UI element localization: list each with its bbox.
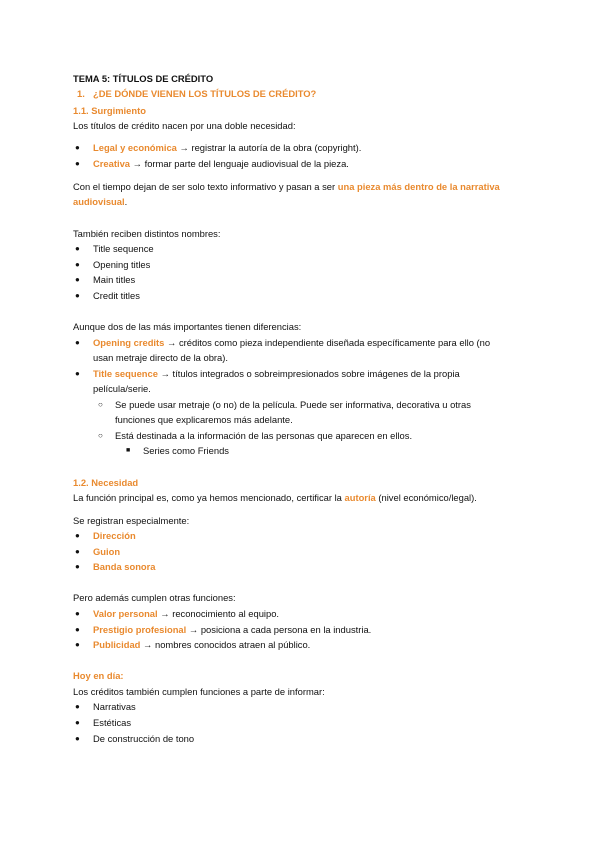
bullet-icon: ● xyxy=(75,159,80,168)
bullet-icon: ● xyxy=(75,718,80,727)
list-item: Guion xyxy=(93,546,121,557)
bullet-icon: ● xyxy=(75,531,80,540)
section-heading-surgimiento: 1.1. Surgimiento xyxy=(73,105,146,116)
heading-1: ¿DE DÓNDE VIENEN LOS TÍTULOS DE CRÉDITO? xyxy=(93,88,317,99)
list-item: Prestigio profesional → posiciona a cada persona en la industria. xyxy=(93,624,372,635)
list-item: De construcción de tono xyxy=(93,733,195,744)
bullet-icon: ● xyxy=(75,244,80,253)
bullet-icon: ● xyxy=(75,547,80,556)
bullet-icon: ● xyxy=(75,609,80,618)
list-item: Creativa → formar parte del lenguaje audiovisual de la pieza. xyxy=(93,158,349,169)
bullet-icon: ● xyxy=(75,640,80,649)
heading-1-number: 1. xyxy=(77,88,85,99)
bullet-icon: ● xyxy=(75,291,80,300)
paragraph: La función principal es, como ya hemos mencionado, certificar la autoría (nivel económico/legal). xyxy=(73,492,477,503)
paragraph: Los créditos también cumplen funciones a parte de informar: xyxy=(73,686,325,697)
bullet-icon: ● xyxy=(75,338,80,347)
list-item: Title sequence xyxy=(93,243,154,254)
bullet-icon: ● xyxy=(75,702,80,711)
paragraph-continuation: audiovisual. xyxy=(73,196,128,207)
list-item: Banda sonora xyxy=(93,561,156,572)
list-item: Legal y económica → registrar la autoría de la obra (copyright). xyxy=(93,142,362,153)
bullet-icon: ● xyxy=(75,562,80,571)
list-item-opening-credits: Opening credits → créditos como pieza independiente diseñada específicamente para ello (no xyxy=(93,337,491,348)
paragraph: Pero además cumplen otras funciones: xyxy=(73,592,236,603)
list-item: Opening titles xyxy=(93,259,151,270)
sub-sub-list-item: Series como Friends xyxy=(143,445,229,456)
list-item-continuation: usan metraje directo de la obra). xyxy=(93,352,228,363)
bullet-icon: ● xyxy=(75,625,80,634)
bullet-icon: ● xyxy=(75,369,80,378)
list-item: Main titles xyxy=(93,274,136,285)
paragraph: También reciben distintos nombres: xyxy=(73,228,221,239)
subheading-hoy-en-dia: Hoy en día: xyxy=(73,670,124,681)
list-item: Dirección xyxy=(93,530,136,541)
list-item-continuation: película/serie. xyxy=(93,383,151,394)
list-item: Credit titles xyxy=(93,290,140,301)
paragraph: Con el tiempo dejan de ser solo texto informativo y pasan a ser una pieza más dentro de la narrativa xyxy=(73,181,500,192)
sub-list-item: Se puede usar metraje (o no) de la película. Puede ser informativa, decorativa u otras xyxy=(115,399,471,410)
list-item: Publicidad → nombres conocidos atraen al público. xyxy=(93,639,311,650)
square-bullet-icon: ■ xyxy=(126,447,131,454)
bullet-icon: ● xyxy=(75,275,80,284)
list-item-title-sequence: Title sequence → títulos integrados o sobreimpresionados sobre imágenes de la propia xyxy=(93,368,460,379)
paragraph: Aunque dos de las más importantes tienen diferencias: xyxy=(73,321,302,332)
list-item: Narrativas xyxy=(93,701,136,712)
bullet-icon: ● xyxy=(75,260,80,269)
circle-bullet-icon: ○ xyxy=(98,431,103,440)
list-item: Valor personal → reconocimiento al equipo. xyxy=(93,608,280,619)
document-title: TEMA 5: TÍTULOS DE CRÉDITO xyxy=(73,73,214,84)
sub-list-item-continuation: funciones que explicaremos más adelante. xyxy=(115,414,293,425)
sub-list-item: Está destinada a la información de las personas que aparecen en ellos. xyxy=(115,430,413,441)
list-item: Estéticas xyxy=(93,717,132,728)
paragraph: Los títulos de crédito nacen por una doble necesidad: xyxy=(73,120,296,131)
paragraph: Se registran especialmente: xyxy=(73,515,190,526)
bullet-icon: ● xyxy=(75,734,80,743)
section-heading-necesidad: 1.2. Necesidad xyxy=(73,477,139,488)
bullet-icon: ● xyxy=(75,143,80,152)
circle-bullet-icon: ○ xyxy=(98,400,103,409)
